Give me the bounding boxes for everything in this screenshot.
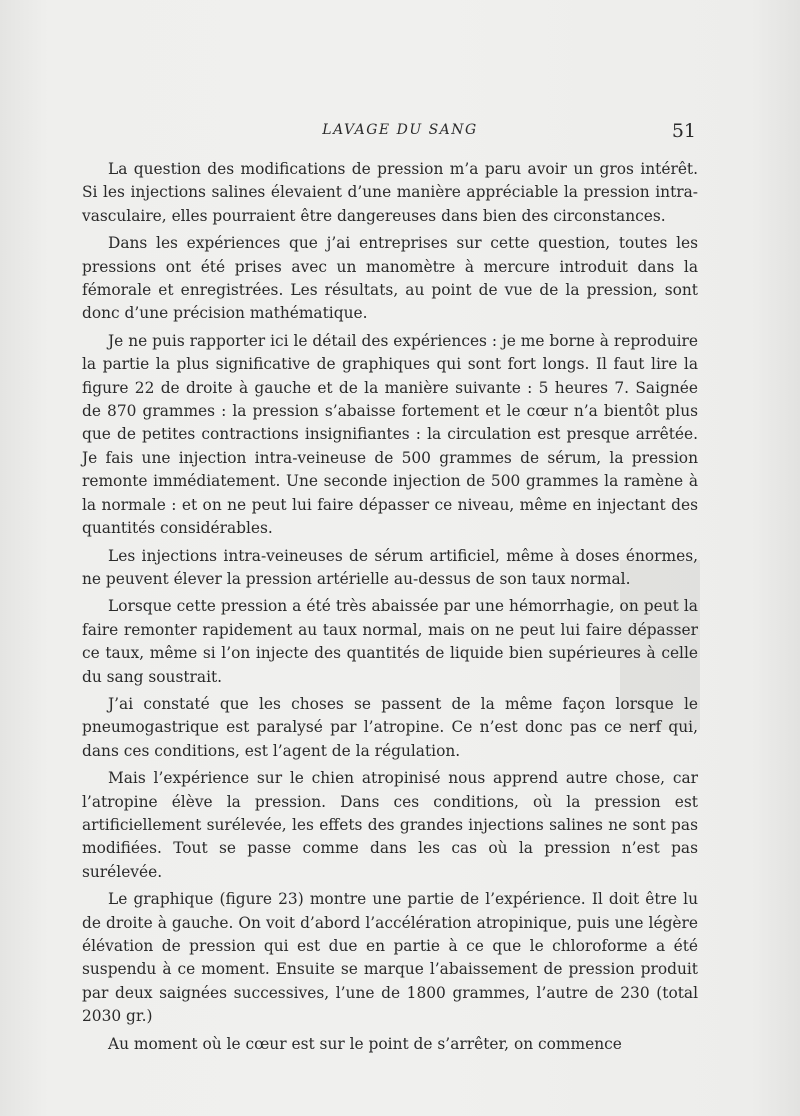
- paragraph-5: Lorsque cette pression a été très abaissée par une hémorrhagie, on peut la faire remonter rapidement au taux normal, mais on ne peut lui faire dépasser ce taux, même si l’on injecte des quantités de liquide bien supérieures à celle du sang soustrait.: [82, 597, 698, 686]
- body-text: [82, 158, 698, 1060]
- paragraph-1: La question des modifications de pression m’a paru avoir un gros intérêt. Si les injections salines élevaient d’une manière appréciable la pression intra-vasculaire, elles pourraient être dangereuses dans bien des circonstances.: [82, 160, 698, 225]
- running-head: [0, 120, 800, 144]
- page-number: 51: [671, 120, 696, 142]
- paragraph-9: Au moment où le cœur est sur le point de s’arrêter, on commence: [108, 1034, 622, 1053]
- paragraph-4: Les injections intra-veineuses de sérum artificiel, même à doses énormes, ne peuvent élever la pression artérielle au-dessus de son taux normal.: [82, 546, 698, 588]
- paragraph-3: Je ne puis rapporter ici le détail des expériences : je me borne à reproduire la partie la plus significative de graphiques qui sont fort longs. Il faut lire la figure 22 de droite à gauche et de la manière suivante : 5 heures 7. Saignée de 870 grammes : la pression s’abaisse fortement et le cœur n’a bientôt plus que de petites contractions insignifiantes : la circulation est presque arrêtée. Je fais une injection intra-veineuse de 500 grammes de sérum, la pression remonte immédiatement. Une seconde injection de 500 grammes la ramène à la normale : et on ne peut lui faire dépasser ce niveau, même en injectant des quantités considérables.: [82, 331, 698, 538]
- paragraph-8: Le graphique (figure 23) montre une partie de l’expérience. Il doit être lu de droite à gauche. On voit d’abord l’accélération atropinique, puis une légère élévation de pression qui est due en partie à ce que le chloroforme a été suspendu à ce moment. Ensuite se marque l’abaissement de pression produit par deux saignées successives, l’une de 1800 grammes, l’autre de 230 (total 2030 gr.): [82, 890, 698, 1026]
- paragraph-2: Dans les expériences que j’ai entreprises sur cette question, toutes les pressions ont été prises avec un manomètre à mercure introduit dans la fémorale et enregistrées. Les résultats, au point de vue de la pression, sont donc d’une précision mathématique.: [82, 234, 698, 323]
- paragraph-7: Mais l’expérience sur le chien atropinisé nous apprend autre chose, car l’atropine élève la pression. Dans ces conditions, où la pression est artificiellement surélevée, les effets des grandes injections salines ne sont pas modifiées. Tout se passe comme dans les cas où la pression n’est pas surélevée.: [82, 769, 698, 881]
- paragraph-6: J’ai constaté que les choses se passent de la même façon lorsque le pneumogastrique est paralysé par l’atropine. Ce n’est donc pas ce nerf qui, dans ces conditions, est l’agent de la régulation.: [82, 694, 698, 760]
- running-title: LAVAGE DU SANG: [322, 122, 478, 138]
